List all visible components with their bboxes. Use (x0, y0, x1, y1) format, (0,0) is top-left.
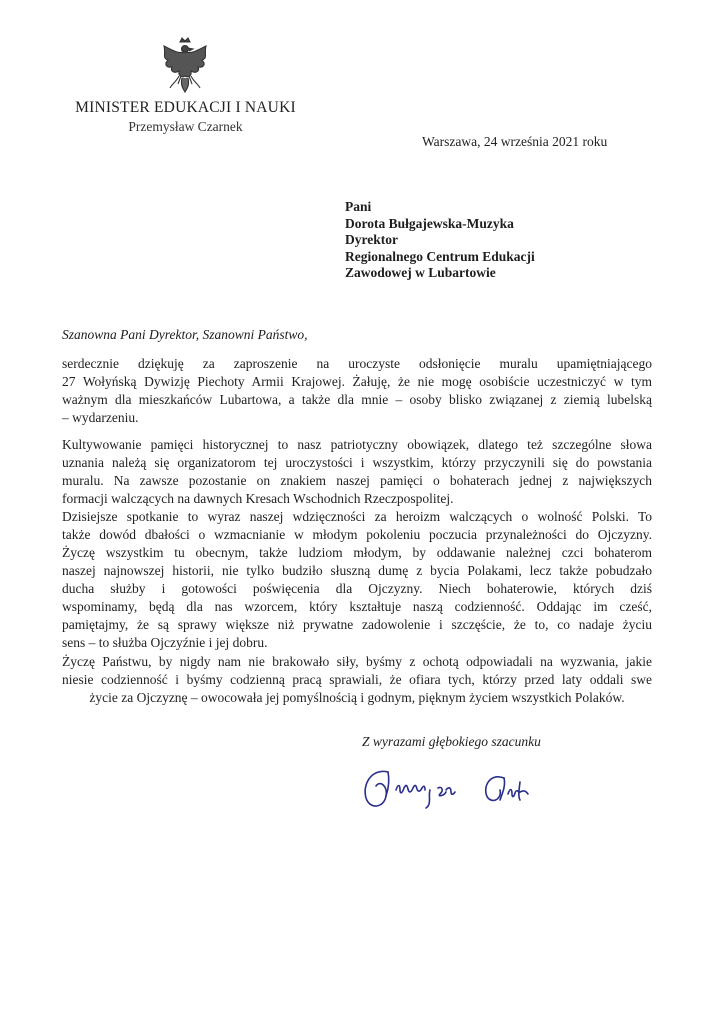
polish-eagle-emblem-icon (158, 36, 212, 94)
recipient-address (345, 199, 535, 282)
paragraph (62, 436, 652, 508)
text-line: pamiętajmy, że są sprawy większe niż prywatne zadowolenie i szczęście, że to, co nadaje życiu (62, 617, 652, 632)
text-line: Kultywowanie pamięci historycznej to nasz patriotyczny obowiązek, dlatego też szczególne słowa (62, 437, 652, 452)
text-line: serdecznie dziękuję za zaproszenie na uroczyste odsłonięcie muralu upamiętniającego (62, 356, 652, 371)
paragraph (62, 508, 652, 652)
letterhead-title: MINISTER EDUKACJI I NAUKI (75, 99, 296, 116)
paragraph (62, 653, 652, 707)
recipient-line: Regionalnego Centrum Edukacji (345, 248, 535, 264)
text-line: ducha służby i gotowości poświęcenia dla Ojczyzny. Niech bohaterowie, których dziś (62, 581, 652, 596)
text-line: wspominamy, będą dla nas wzorcem, który kształtuje naszą codzienność. Oddając im cześć, (62, 599, 652, 614)
recipient-line: Zawodowej w Lubartowie (345, 265, 496, 280)
text-line: – wydarzeniu. (62, 410, 139, 425)
text-line: naszej najnowszej historii, nie tylko budziło słuszną dumę z bycia Polakami, lecz także pobudzało (62, 563, 652, 578)
text-line: uznania należą się organizatorom tej uroczystości i wszystkim, którzy przyczynili się do powstania (62, 455, 652, 470)
text-line: Życzę Państwu, by nigdy nam nie brakowało siły, byśmy z ochotą odpowiadali na wyzwania, jakie (62, 654, 652, 669)
text-line: życie za Ojczyznę – owocowała jej pomyślnością i godnym, pięknym życiem wszystkich Polaków. (89, 690, 625, 705)
recipient-line: Dorota Bułgajewska-Muzyka (345, 215, 514, 231)
text-line: także dowód dbałości o wzmacnianie w młodym pokoleniu poczucia przynależności do Ojczyzny. (62, 527, 652, 542)
letterhead-name: Przemysław Czarnek (128, 119, 243, 134)
text-line: muralu. Na zawsze pozostanie on znakiem naszej pamięci o bohaterach jednej z największych (62, 473, 652, 488)
text-line: Życzę wszystkim tu obecnym, także ludziom młodym, by oddawanie należnej czci bohaterom (62, 545, 652, 560)
recipient-line: Pani (345, 199, 372, 214)
recipient-line: Dyrektor (345, 232, 398, 247)
letter-date: Warszawa, 24 września 2021 roku (422, 134, 608, 149)
text-line: 27 Wołyńską Dywizję Piechoty Armii Krajowej. Żałuję, że nie mogę osobiście uczestniczyć w tym (62, 374, 652, 389)
text-line: Dzisiejsze spotkanie to wyraz naszej wdzięczności za heroizm walczących o wolność Polski. To (62, 509, 652, 524)
closing-phrase: Z wyrazami głębokiego szacunku (362, 734, 541, 749)
paragraph (62, 355, 652, 427)
signature-icon (358, 760, 558, 820)
text-line: formacji walczących na dawnych Kresach Wschodnich Rzeczpospolitej. (62, 491, 454, 506)
text-line: ważnym dla mieszkańców Lubartowa, a także dla mnie – osoby blisko związanej z ziemią lubelską (62, 392, 652, 407)
text-line: sens – to służba Ojczyźnie i jej dobru. (62, 635, 268, 650)
salutation: Szanowna Pani Dyrektor, Szanowni Państwo, (62, 327, 308, 342)
text-line: niesie codzienność i byśmy codzienną pracą sprawiali, że ofiara tych, którzy przed laty oddali swe (62, 672, 652, 687)
